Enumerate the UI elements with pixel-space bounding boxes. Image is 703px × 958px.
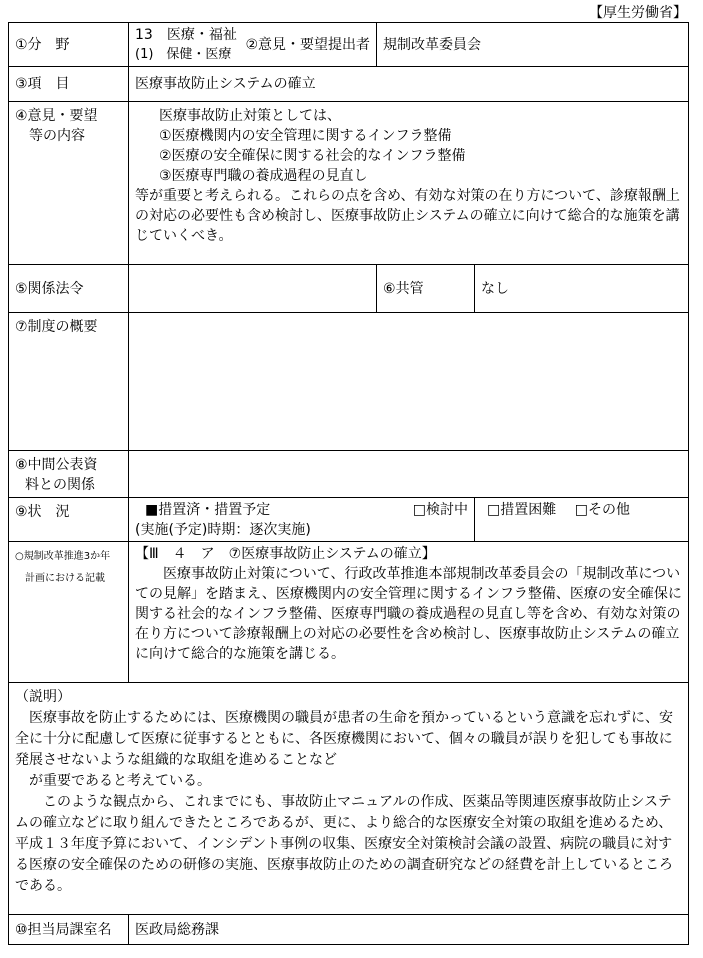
interim-label-line2: 料との関係	[25, 477, 95, 493]
joint-label: ⑥共管	[377, 265, 475, 313]
plan-label-line2: 計画における記載	[25, 573, 105, 584]
opinion-content	[129, 102, 689, 265]
status-option-review[interactable]: □検討中	[412, 502, 469, 518]
explanation-p1: 医療事故を防止するためには、医療機関の職員が患者の生命を預かっているという意識を忘れずに、安全に十分に配慮して医療に従事するとともに、各医療機関において、個々の職員が誤りを犯しても事故に発展させないような組織的な取組を進めることなど	[15, 710, 673, 768]
status-label: ⑨状 況	[9, 498, 129, 542]
department-label: ⑩担当局課室名	[9, 915, 129, 945]
row-item	[9, 67, 689, 102]
joint-value: なし	[475, 265, 689, 313]
explanation-p2: このような観点から、これまでにも、事故防止マニュアルの作成、医薬品等関連医療事故防止システムの確立などに取り組んできたところであるが、更に、より総合的な医療安全対策の取組を進めるため、平成１３年度予算において、インシデント事例の収集、医療安全対策検討会議の設置、病院の職員に対する医療の安全確保のための研修の実施、医療事故防止のための調査研究などの経費を計上しているところである。	[15, 794, 673, 894]
row-status	[9, 498, 689, 542]
field-label: ①分 野	[9, 23, 129, 67]
row-system	[9, 313, 689, 451]
request-form-table	[8, 22, 689, 945]
status-option-difficult[interactable]: □措置困難	[487, 502, 557, 518]
opinion-line: ③医療専門職の養成過程の見直し	[159, 168, 368, 184]
opinion-line: ①医療機関内の安全管理に関するインフラ整備	[159, 128, 452, 144]
field-value-line1: 13 医療・福祉	[135, 27, 237, 43]
law-label: ⑤関係法令	[9, 265, 129, 313]
plan-content	[129, 542, 689, 683]
row-law	[9, 265, 689, 313]
explanation-p1-tail: が重要であると考えている。	[29, 773, 211, 789]
explanation	[9, 683, 689, 915]
status-timing: (実施(予定)時期：逐次実施)	[135, 522, 311, 538]
plan-text: 医療事故防止対策について、行政改革推進本部規制改革委員会の「規制改革についての見解」を踏まえ、医療機関内の安全管理に関するインフラ整備、医療の安全確保に関する社会的なインフラ整備、医療専門職の養成過程の見直し等を含め、有効な対策の在り方について診療報酬上の対応の必要性を含め検討し、医療事故防止システムの確立に向けて総合的な施策を講じる。	[135, 566, 682, 662]
opinion-paragraph: 等が重要と考えられる。これらの点を含め、有効な対策の在り方について、診療報酬上の対応の必要性も含め検討し、医療事故防止システムの確立に向けて総合的な施策を講じていくべき。	[135, 188, 680, 244]
interim-label-line1: ⑧中間公表資	[15, 457, 98, 473]
plan-title: 【Ⅲ ４ ア ⑦医療事故防止システムの確立】	[135, 546, 436, 562]
explanation-heading: （説明）	[15, 689, 71, 705]
interim-label	[9, 451, 129, 498]
opinion-label-line1: ④意見・要望	[15, 108, 98, 124]
plan-label-line1: ○規制改革推進3か年	[15, 551, 111, 562]
status-options	[129, 498, 475, 542]
status-option-other[interactable]: □その他	[574, 502, 630, 518]
plan-label	[9, 542, 129, 683]
system-value	[129, 313, 689, 451]
row-department	[9, 915, 689, 945]
field-value-line2: (1) 保健・医療	[135, 47, 232, 62]
system-label: ⑦制度の概要	[9, 313, 129, 451]
submitter-value: 規制改革委員会	[377, 23, 689, 67]
submitter-label: ②意見・要望提出者	[245, 37, 371, 53]
opinion-line: ②医療の安全確保に関する社会的なインフラ整備	[159, 148, 466, 164]
law-value	[129, 265, 377, 313]
status-option-done[interactable]: ■措置済・措置予定	[145, 502, 271, 518]
field-value	[129, 23, 377, 67]
row-interim	[9, 451, 689, 498]
row-opinion	[9, 102, 689, 265]
interim-value	[129, 451, 689, 498]
ministry-label: 【厚生労働省】	[589, 5, 687, 21]
row-plan	[9, 542, 689, 683]
opinion-line: 医療事故防止対策としては、	[159, 108, 341, 124]
status-options-right	[475, 498, 689, 542]
item-label: ③項 目	[9, 67, 129, 102]
opinion-label-line2: 等の内容	[29, 128, 85, 144]
item-value: 医療事故防止システムの確立	[129, 67, 689, 102]
department-value: 医政局総務課	[129, 915, 689, 945]
opinion-label	[9, 102, 129, 265]
row-field	[9, 23, 689, 67]
row-explanation	[9, 683, 689, 915]
